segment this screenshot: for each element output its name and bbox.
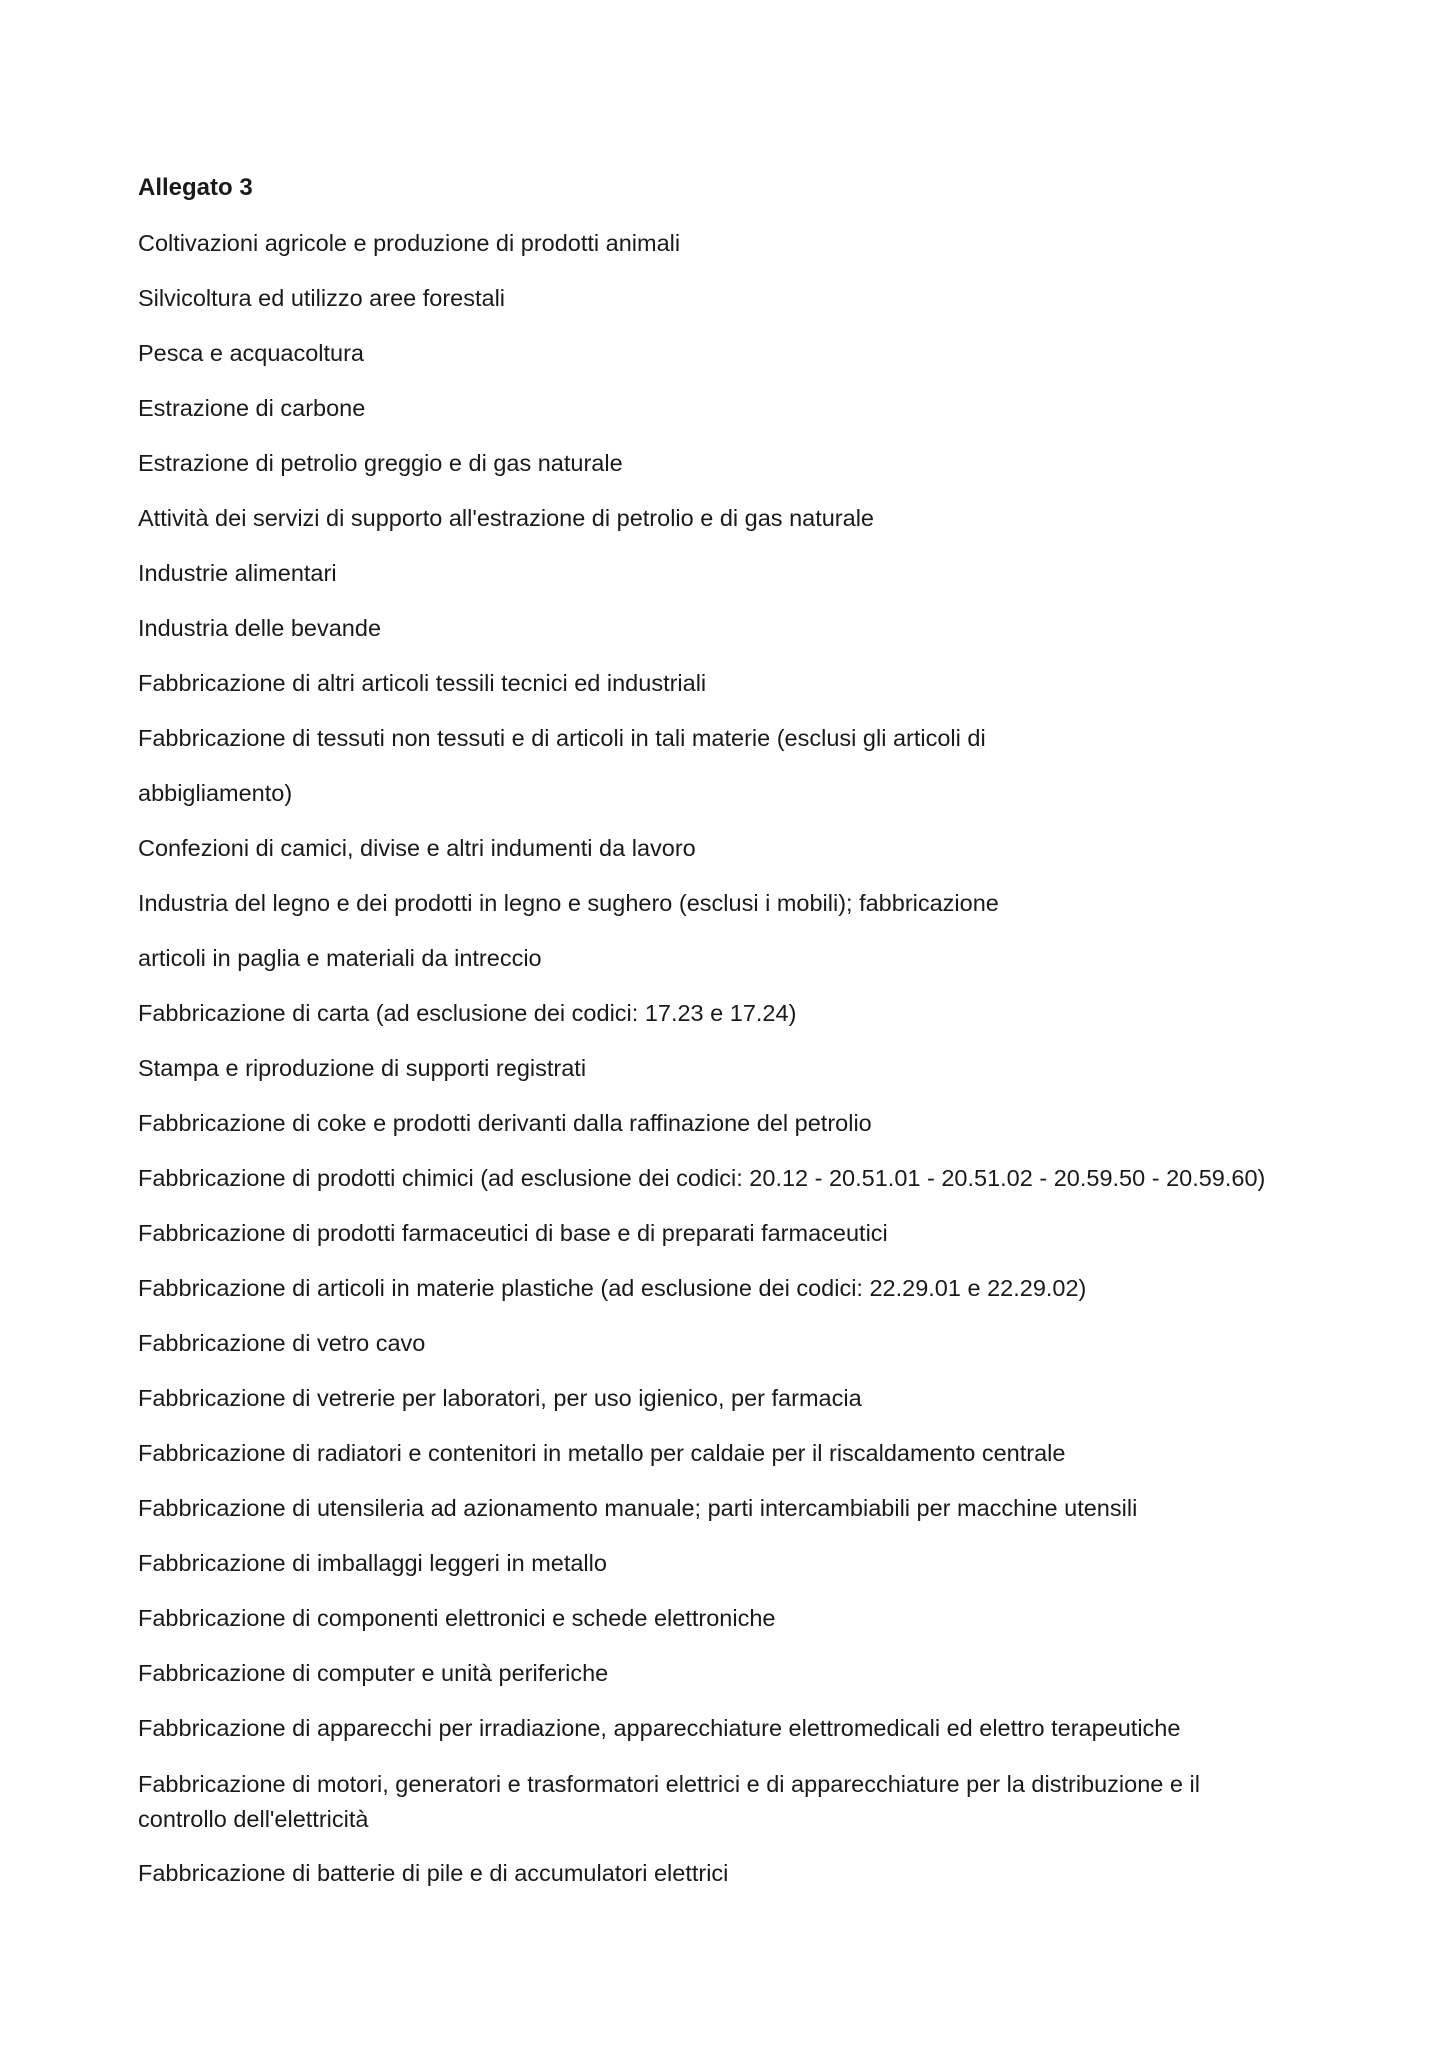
list-item-text: Fabbricazione di componenti elettronici e schede elettroniche bbox=[138, 1605, 776, 1631]
list-item bbox=[138, 1602, 1338, 1634]
list-item-text-continued: abbigliamento) bbox=[138, 779, 293, 806]
list-item-text: Fabbricazione di apparecchi per irradiazione, apparecchiature elettromedicali ed elettro terapeutiche bbox=[138, 1715, 1181, 1741]
list-item bbox=[138, 1492, 1338, 1524]
list-item bbox=[138, 997, 1338, 1029]
list-item bbox=[138, 337, 1338, 369]
list-item bbox=[138, 1327, 1338, 1359]
list-item-text: Estrazione di carbone bbox=[138, 395, 366, 421]
list-item-text-continued: articoli in paglia e materiali da intreccio bbox=[138, 944, 542, 971]
list-item bbox=[138, 1107, 1338, 1139]
list-item-text: Fabbricazione di batterie di pile e di accumulatori elettrici bbox=[138, 1860, 729, 1886]
list-item-text: Fabbricazione di carta (ad esclusione dei codici: 17.23 e 17.24) bbox=[138, 1000, 797, 1026]
list-item bbox=[138, 1217, 1338, 1249]
list-item bbox=[138, 1712, 1338, 1744]
list-item-text: Fabbricazione di computer e unità periferiche bbox=[138, 1660, 609, 1686]
list-item bbox=[138, 832, 1338, 864]
list-item-text: Fabbricazione di prodotti farmaceutici di base e di preparati farmaceutici bbox=[138, 1220, 888, 1246]
list-item-text: Fabbricazione di prodotti chimici (ad esclusione dei codici: 20.12 - 20.51.01 - 20.51.02 - 20.59.50 - 20.59.60) bbox=[138, 1165, 1266, 1191]
list-item-text-continued: controllo dell'elettricità bbox=[138, 1806, 369, 1832]
list-item-text: Stampa e riproduzione di supporti registrati bbox=[138, 1055, 587, 1081]
list-item-text: Pesca e acquacoltura bbox=[138, 340, 365, 366]
list-item-text: Industria del legno e dei prodotti in legno e sughero (esclusi i mobili); fabbricazione bbox=[138, 889, 999, 916]
document-content bbox=[138, 172, 1338, 1912]
list-item bbox=[138, 282, 1338, 314]
list-item bbox=[138, 612, 1338, 644]
list-item bbox=[138, 227, 1338, 259]
list-item bbox=[138, 1382, 1338, 1414]
list-item bbox=[138, 557, 1338, 589]
document-title: Allegato 3 bbox=[138, 174, 253, 201]
list-item bbox=[138, 667, 1338, 699]
list-item bbox=[138, 1547, 1338, 1579]
list-item-text: Estrazione di petrolio greggio e di gas naturale bbox=[138, 450, 623, 476]
list-item-text: Silvicoltura ed utilizzo aree forestali bbox=[138, 285, 506, 311]
list-item bbox=[138, 1767, 1338, 1837]
list-item bbox=[138, 1162, 1338, 1194]
list-item-text: Fabbricazione di radiatori e contenitori in metallo per caldaie per il riscaldamento centrale bbox=[138, 1440, 1066, 1466]
list-item bbox=[138, 502, 1338, 534]
list-item-text: Fabbricazione di imballaggi leggeri in metallo bbox=[138, 1550, 607, 1576]
list-item-text: Confezioni di camici, divise e altri indumenti da lavoro bbox=[138, 835, 696, 861]
list-item-text: Fabbricazione di coke e prodotti derivanti dalla raffinazione del petrolio bbox=[138, 1110, 872, 1136]
list-item bbox=[138, 1272, 1338, 1304]
activity-list bbox=[138, 227, 1338, 1889]
list-item bbox=[138, 447, 1338, 479]
list-item bbox=[138, 876, 1338, 986]
list-item-text: Fabbricazione di altri articoli tessili tecnici ed industriali bbox=[138, 670, 707, 696]
list-item bbox=[138, 1857, 1338, 1889]
list-item-text: Attività dei servizi di supporto all'estrazione di petrolio e di gas naturale bbox=[138, 505, 874, 531]
list-item-text: Fabbricazione di vetro cavo bbox=[138, 1330, 426, 1356]
list-item-text: Coltivazioni agricole e produzione di prodotti animali bbox=[138, 230, 681, 256]
list-item-text: Fabbricazione di articoli in materie plastiche (ad esclusione dei codici: 22.29.01 e 22.29.02) bbox=[138, 1275, 1087, 1301]
list-item bbox=[138, 1052, 1338, 1084]
list-item-text: Fabbricazione di utensileria ad azionamento manuale; parti intercambiabili per macchine utensili bbox=[138, 1495, 1138, 1521]
list-item-text: Fabbricazione di motori, generatori e trasformatori elettrici e di apparecchiature per la distribuzione e il bbox=[138, 1771, 1200, 1797]
list-item-text: Fabbricazione di vetrerie per laboratori, per uso igienico, per farmacia bbox=[138, 1385, 862, 1411]
list-item-text: Fabbricazione di tessuti non tessuti e di articoli in tali materie (esclusi gli articoli di bbox=[138, 724, 986, 751]
list-item bbox=[138, 711, 1338, 821]
list-item-text: Industrie alimentari bbox=[138, 560, 337, 586]
list-item bbox=[138, 1657, 1338, 1689]
list-item bbox=[138, 392, 1338, 424]
list-item bbox=[138, 1437, 1338, 1469]
list-item-text: Industria delle bevande bbox=[138, 615, 382, 641]
